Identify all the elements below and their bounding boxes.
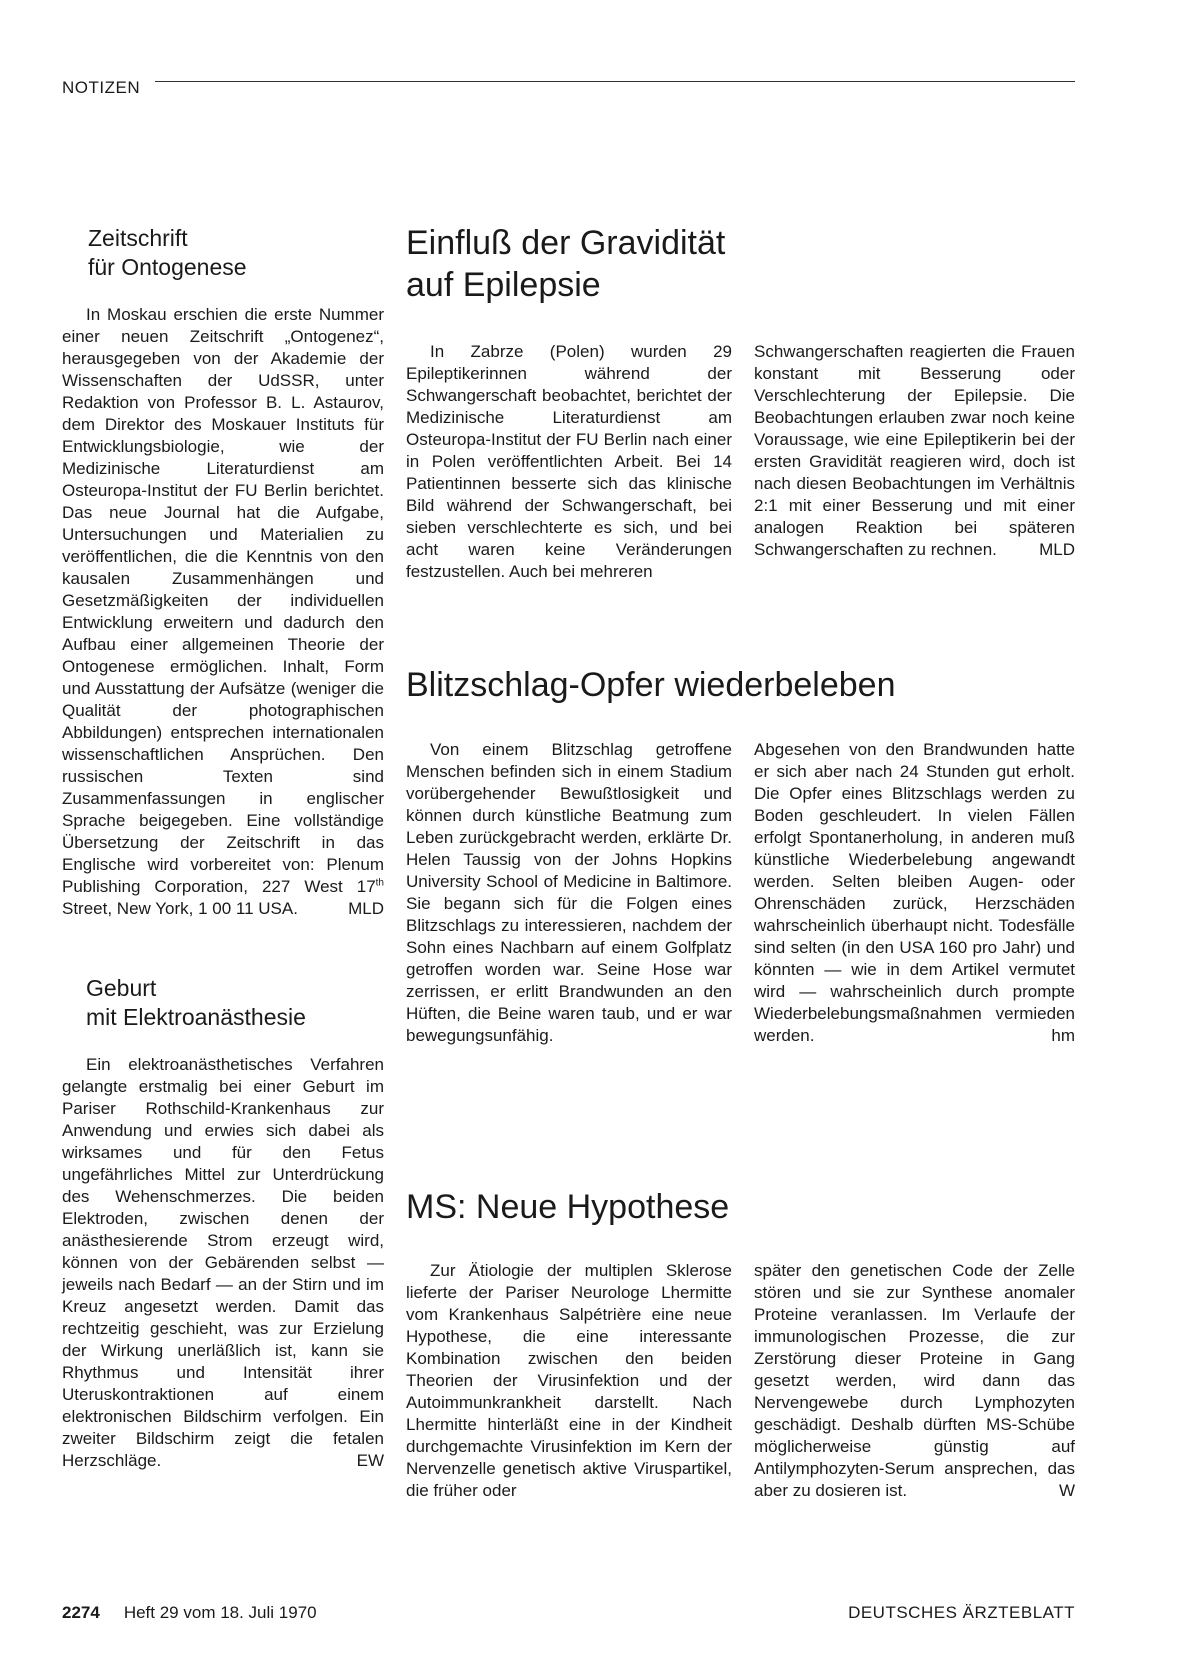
issue-info: Heft 29 vom 18. Juli 1970 bbox=[123, 1603, 317, 1622]
body-text: Abgesehen von den Brandwunden hatte er sich aber nach 24 Stunden gut erholt. Die Opfer eines Blitzschlags werden zu Boden geschleudert. In vielen Fällen erfolgt Spontanerholung, in anderen muß künstliche Wiederbelebung angewandt werden. Selten bleiben Augen- oder Ohrenschäden zurück, Herzschäden wahrscheinlich überhaupt nicht. Todesfälle sind selten (in den USA 160 pro Jahr) und könnten — wie in dem Artikel vermutet wird — wahrscheinlich durch prompte Wiederbelebungsmaßnahmen vermieden werden. bbox=[754, 740, 1075, 1045]
body-text: Schwangerschaften reagierten die Frauen konstant mit Besserung oder Verschlechterung der Epilepsie. Die Beobachtungen erlauben zwar noch keine Voraussage, wie eine Epileptikerin bei der ersten Gravidität reagieren wird, doch ist nach diesen Beobachtungen im Verhältnis 2:1 mit einer Besserung und mit einer analogen Reaktion bei späteren Schwangerschaften zu rechnen. bbox=[754, 342, 1075, 559]
title-line: mit Elektroanästhesie bbox=[86, 1004, 306, 1030]
article-title bbox=[406, 222, 725, 306]
author-signature: MLD bbox=[348, 899, 384, 918]
article-zeitschrift bbox=[62, 224, 384, 920]
article-gravid-col1 bbox=[406, 341, 732, 583]
body-text: Von einem Blitzschlag getroffene Menschen befinden sich in einem Stadium vorübergehender Bewußtlosigkeit und können durch künstliche Beatmung zum Leben zurückgebracht werden, erklärte Dr. Helen Taussig von der Johns Hopkins University School of Medicine in Baltimore. Sie begann sich für die Folgen eines Blitzschlags zu interessieren, nachdem der Sohn eines Nachbarn auf einem Golfplatz getroffen worden war. Seine Hose war zerrissen, er erlitt Brandwunden an den Hüften, die Beine waren taub, und er war bewegungsunfähig. bbox=[406, 740, 732, 1045]
article-title bbox=[62, 224, 384, 282]
author-signature: MLD bbox=[1039, 540, 1075, 559]
body-text: Street, New York, 1 00 11 USA. bbox=[62, 899, 298, 918]
article-ms-col2 bbox=[754, 1260, 1075, 1502]
section-label: NOTIZEN bbox=[62, 78, 141, 97]
article-title: Blitzschlag-Opfer wiederbeleben bbox=[406, 666, 896, 704]
title-line: für Ontogenese bbox=[88, 254, 247, 280]
article-geburt bbox=[62, 974, 384, 1472]
title-line: Zeitschrift bbox=[88, 225, 188, 251]
article-title: MS: Neue Hypothese bbox=[406, 1188, 730, 1226]
body-text: In Zabrze (Polen) wurden 29 Epileptikerinnen während der Schwangerschaft beobachtet, berichtet der Medizinische Literaturdienst am Osteuropa-Institut der FU Berlin nach einer in Polen veröffentlichten Arbeit. Bei 14 Patientinnen besserte sich das klinische Bild während der Schwangerschaft, bei sieben verschlechterte es sich, und bei acht waren keine Veränderungen festzustellen. Auch bei mehreren bbox=[406, 342, 732, 581]
author-signature: hm bbox=[1051, 1026, 1075, 1045]
author-signature: EW bbox=[356, 1451, 384, 1470]
body-text: In Moskau erschien die erste Nummer einer neuen Zeitschrift „Ontogenez“, herausgegeben von der Akademie der Wissenschaften der UdSSR, unter Redaktion von Professor B. L. Astaurov, dem Direktor des Moskauer Instituts für Entwicklungsbiologie, wie der Medizinische Literaturdienst am Osteuropa-Institut der FU Berlin berichtet. Das neue Journal hat die Aufgabe, Untersuchungen und Materialien zu veröffentlichen, die die Kenntnis von den kausalen Zusammenhängen und Gesetzmäßigkeiten der individuellen Entwicklung erweitern und dadurch den Aufbau einer allgemeinen Theorie der Ontogenese ermöglichen. Inhalt, Form und Ausstattung der Aufsätze (weniger die Qualität der photographischen Abbildungen) entsprechen internationalen wissenschaftlichen Ansprüchen. Den russischen Texten sind Zusammenfassungen in englischer Sprache beigegeben. Eine vollständige Übersetzung der Zeitschrift in das Englische wird vorbereitet von: Plenum Publishing Corporation, 227 West 17 bbox=[62, 305, 384, 896]
article-body bbox=[62, 1054, 384, 1472]
body-text: Zur Ätiologie der multiplen Sklerose lieferte der Pariser Neurologe Lhermitte vom Krankenhaus Salpétrière eine neue Hypothese, die eine interessante Kombination zwischen den beiden Theorien der Virusinfektion und der Autoimmunkrankheit darstellt. Nach Lhermitte hinterläßt eine in der Kindheit durchgemachte Virusinfektion im Kern der Nervenzelle genetisch aktive Viruspartikel, die früher oder bbox=[406, 1261, 732, 1500]
title-line: auf Epilepsie bbox=[406, 266, 601, 304]
body-text: später den genetischen Code der Zelle stören und sie zur Synthese anomaler Proteine veranlassen. Im Verlaufe der immunologischen Prozesse, die zur Zerstörung dieser Proteine in Gang gesetzt werden, wird dann das Nervengewebe durch Lymphozyten geschädigt. Deshalb dürften MS-Schübe möglicherweise günstig auf Antilymphozyten-Serum ansprechen, das aber zu dosieren ist. bbox=[754, 1261, 1075, 1500]
author-signature: W bbox=[1058, 1481, 1075, 1500]
article-gravid-col2 bbox=[754, 341, 1075, 561]
header-rule bbox=[155, 81, 1075, 82]
page-number: 2274 bbox=[62, 1603, 100, 1622]
title-line: Einfluß der Gravidität bbox=[406, 224, 726, 262]
title-line: Geburt bbox=[86, 975, 157, 1001]
page-footer-left bbox=[62, 1603, 317, 1623]
article-blitz-col2 bbox=[754, 739, 1075, 1047]
article-body bbox=[62, 304, 384, 920]
article-title bbox=[62, 974, 384, 1032]
article-blitz-col1 bbox=[406, 739, 732, 1047]
article-ms-col1 bbox=[406, 1260, 732, 1502]
journal-name: DEUTSCHES ÄRZTEBLATT bbox=[848, 1603, 1075, 1622]
superscript: th bbox=[375, 877, 384, 889]
body-text: Ein elektroanästhetisches Verfahren gelangte erstmalig bei einer Geburt im Pariser Rothschild-Krankenhaus zur Anwendung und erwies sich dabei als wirksames und für den Fetus ungefährliches Mittel zur Unterdrückung des Wehenschmerzes. Die beiden Elektroden, zwischen denen der anästhesierende Strom erzeugt wird, können von der Gebärenden selbst — jeweils nach Bedarf — an der Stirn und im Kreuz angesetzt werden. Damit das rechtzeitig geschieht, was zur Erzielung der Wirkung unerläßlich ist, kann sie Rhythmus und Intensität ihrer Uteruskontraktionen auf einem elektronischen Bildschirm verfolgen. Ein zweiter Bildschirm zeigt die fetalen Herzschläge. bbox=[62, 1055, 384, 1470]
